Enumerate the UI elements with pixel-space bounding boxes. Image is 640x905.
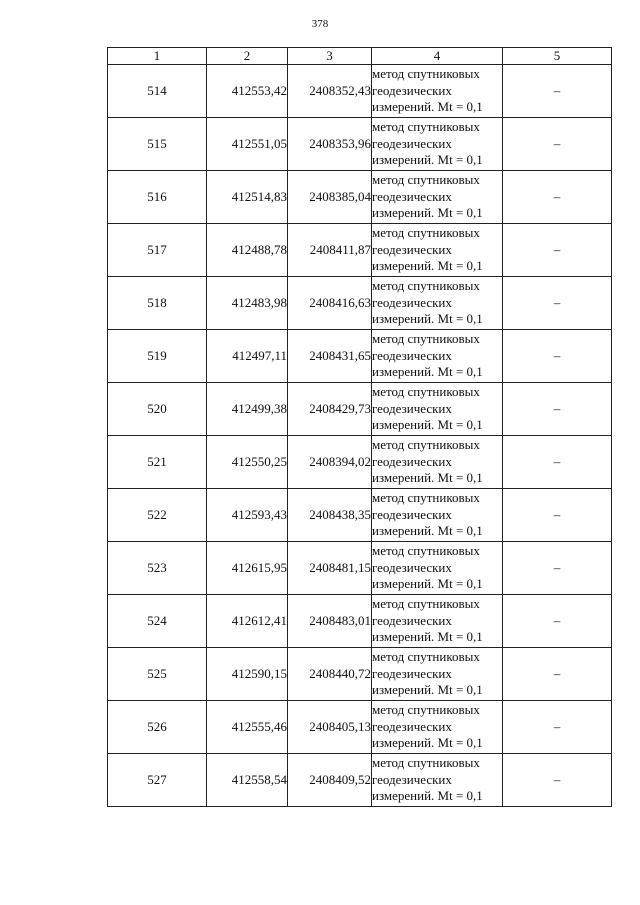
method-cell (372, 436, 503, 489)
coordinate-y: 2408431,65 (288, 330, 372, 383)
note-cell: – (503, 489, 612, 542)
method-line-3: измерений. Mt = 0,1 (372, 682, 483, 698)
point-number: 522 (108, 489, 207, 542)
method-line-1: метод спутниковых (372, 649, 480, 665)
point-number: 524 (108, 595, 207, 648)
method-line-1: метод спутниковых (372, 596, 480, 612)
coordinate-x: 412612,41 (207, 595, 288, 648)
method-line-2: геодезических (372, 453, 452, 469)
header-col-2: 2 (207, 48, 288, 65)
method-line-3: измерений. Mt = 0,1 (372, 205, 483, 221)
coordinate-x: 412551,05 (207, 118, 288, 171)
note-cell: – (503, 701, 612, 754)
method-line-2: геодезических (372, 188, 452, 204)
table-row (108, 171, 612, 224)
table-row (108, 277, 612, 330)
coordinate-y: 2408385,04 (288, 171, 372, 224)
coordinate-x: 412553,42 (207, 65, 288, 118)
method-line-3: измерений. Mt = 0,1 (372, 788, 483, 804)
note-cell: – (503, 330, 612, 383)
note-cell: – (503, 171, 612, 224)
method-line-3: измерений. Mt = 0,1 (372, 470, 483, 486)
method-line-3: измерений. Mt = 0,1 (372, 364, 483, 380)
table-row (108, 595, 612, 648)
method-line-2: геодезических (372, 135, 452, 151)
header-row (108, 48, 612, 65)
method-cell (372, 330, 503, 383)
method-line-3: измерений. Mt = 0,1 (372, 523, 483, 539)
coordinate-x: 412488,78 (207, 224, 288, 277)
coordinate-x: 412514,83 (207, 171, 288, 224)
point-number: 527 (108, 754, 207, 807)
table-row (108, 542, 612, 595)
method-line-1: метод спутниковых (372, 437, 480, 453)
coordinate-x: 412550,25 (207, 436, 288, 489)
table-row (108, 383, 612, 436)
method-line-3: измерений. Mt = 0,1 (372, 629, 483, 645)
point-number: 515 (108, 118, 207, 171)
point-number: 516 (108, 171, 207, 224)
table-row (108, 224, 612, 277)
method-line-1: метод спутниковых (372, 702, 480, 718)
point-number: 525 (108, 648, 207, 701)
table-row (108, 65, 612, 118)
method-line-2: геодезических (372, 506, 452, 522)
header-col-4: 4 (372, 48, 503, 65)
method-line-2: геодезических (372, 771, 452, 787)
note-cell: – (503, 118, 612, 171)
method-line-2: геодезических (372, 400, 452, 416)
method-line-1: метод спутниковых (372, 490, 480, 506)
coordinate-y: 2408481,15 (288, 542, 372, 595)
method-line-2: геодезических (372, 665, 452, 681)
table-row (108, 701, 612, 754)
page-number: 378 (311, 18, 329, 30)
method-cell (372, 701, 503, 754)
method-line-3: измерений. Mt = 0,1 (372, 417, 483, 433)
method-cell (372, 171, 503, 224)
method-line-1: метод спутниковых (372, 66, 480, 82)
method-cell (372, 65, 503, 118)
note-cell: – (503, 648, 612, 701)
method-line-3: измерений. Mt = 0,1 (372, 258, 483, 274)
point-number: 523 (108, 542, 207, 595)
note-cell: – (503, 436, 612, 489)
coordinate-y: 2408409,52 (288, 754, 372, 807)
method-cell (372, 754, 503, 807)
coordinate-x: 412593,43 (207, 489, 288, 542)
header-col-5: 5 (503, 48, 612, 65)
method-line-2: геодезических (372, 241, 452, 257)
table-row (108, 118, 612, 171)
method-line-2: геодезических (372, 82, 452, 98)
method-line-1: метод спутниковых (372, 119, 480, 135)
coordinate-x: 412483,98 (207, 277, 288, 330)
point-number: 518 (108, 277, 207, 330)
note-cell: – (503, 383, 612, 436)
point-number: 514 (108, 65, 207, 118)
table-header (108, 48, 612, 65)
coordinate-y: 2408352,43 (288, 65, 372, 118)
method-line-3: измерений. Mt = 0,1 (372, 576, 483, 592)
method-cell (372, 277, 503, 330)
table-row (108, 330, 612, 383)
method-line-2: геодезических (372, 294, 452, 310)
method-line-1: метод спутниковых (372, 225, 480, 241)
method-cell (372, 224, 503, 277)
method-cell (372, 118, 503, 171)
method-cell (372, 489, 503, 542)
method-line-2: геодезических (372, 559, 452, 575)
table-row (108, 648, 612, 701)
method-cell (372, 542, 503, 595)
method-line-2: геодезических (372, 718, 452, 734)
table-row (108, 489, 612, 542)
coordinate-y: 2408416,63 (288, 277, 372, 330)
method-line-1: метод спутниковых (372, 543, 480, 559)
coordinate-x: 412499,38 (207, 383, 288, 436)
coordinate-x: 412497,11 (207, 330, 288, 383)
table-body (108, 65, 612, 807)
header-col-1: 1 (108, 48, 207, 65)
coordinate-y: 2408438,35 (288, 489, 372, 542)
coordinate-x: 412555,46 (207, 701, 288, 754)
coordinates-table (107, 47, 612, 807)
note-cell: – (503, 542, 612, 595)
header-col-3: 3 (288, 48, 372, 65)
method-line-1: метод спутниковых (372, 278, 480, 294)
coordinate-x: 412615,95 (207, 542, 288, 595)
coordinate-y: 2408429,73 (288, 383, 372, 436)
method-line-1: метод спутниковых (372, 384, 480, 400)
note-cell: – (503, 277, 612, 330)
point-number: 520 (108, 383, 207, 436)
method-cell (372, 595, 503, 648)
method-cell (372, 383, 503, 436)
coordinate-y: 2408411,87 (288, 224, 372, 277)
table-row (108, 754, 612, 807)
method-line-1: метод спутниковых (372, 755, 480, 771)
coordinate-y: 2408405,13 (288, 701, 372, 754)
coordinate-x: 412558,54 (207, 754, 288, 807)
coordinate-y: 2408353,96 (288, 118, 372, 171)
method-cell (372, 648, 503, 701)
method-line-1: метод спутниковых (372, 331, 480, 347)
method-line-3: измерений. Mt = 0,1 (372, 152, 483, 168)
method-line-3: измерений. Mt = 0,1 (372, 311, 483, 327)
coordinate-y: 2408483,01 (288, 595, 372, 648)
point-number: 519 (108, 330, 207, 383)
note-cell: – (503, 65, 612, 118)
coordinate-y: 2408440,72 (288, 648, 372, 701)
method-line-1: метод спутниковых (372, 172, 480, 188)
table-row (108, 436, 612, 489)
coordinate-x: 412590,15 (207, 648, 288, 701)
method-line-2: геодезических (372, 347, 452, 363)
note-cell: – (503, 224, 612, 277)
note-cell: – (503, 754, 612, 807)
method-line-3: измерений. Mt = 0,1 (372, 735, 483, 751)
point-number: 521 (108, 436, 207, 489)
note-cell: – (503, 595, 612, 648)
point-number: 517 (108, 224, 207, 277)
coordinate-y: 2408394,02 (288, 436, 372, 489)
method-line-2: геодезических (372, 612, 452, 628)
method-line-3: измерений. Mt = 0,1 (372, 99, 483, 115)
point-number: 526 (108, 701, 207, 754)
